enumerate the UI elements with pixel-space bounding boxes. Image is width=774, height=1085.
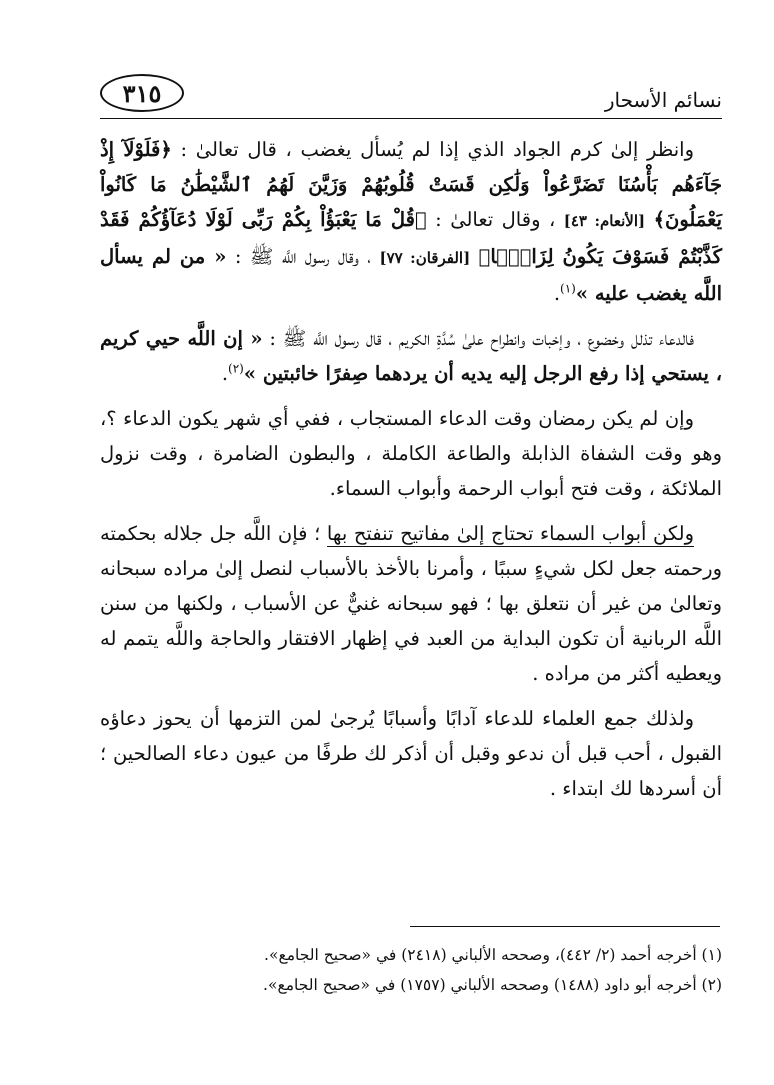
- paragraph-1-middle: ، وقال تعالىٰ :: [435, 208, 556, 231]
- quran-reference-1: [الأنعام: ٤٣]: [563, 212, 646, 230]
- quran-verse-1: ﴿فَلَوْلَآ إِذْ جَآءَهُم بَأْسُنَا تَضَرَّعُواْ وَلَٰكِن قَسَتْ قُلُوبُهُمْ وَزَيَّنَ لَهُمُ ٱلشَّيْطَٰنُ مَا كَانُواْ يَعْمَلُونَ﴾: [100, 138, 722, 231]
- footnote-2: (٢) أخرجه أبو داود (١٤٨٨) وصححه الألباني (١٧٥٧) في «صحيح الجامع».: [263, 976, 722, 994]
- paragraph-1-intro: وانظر إلىٰ كرم الجواد الذي إذا لم يُسأل يغضب ، قال تعالىٰ :: [180, 138, 694, 161]
- paragraph-1: [100, 132, 722, 311]
- body-text: [100, 132, 722, 816]
- paragraph-3: وإن لم يكن رمضان وقت الدعاء المستجاب ، ففي أي شهر يكون الدعاء ؟، وهو وقت الشفاة الذابلة والطاعة الكاملة ، والبطون الضامرة ، وقت نزول الملائكة ، وقت فتح أبواب الرحمة وأبواب السماء.: [100, 407, 722, 500]
- paragraph-2: [100, 321, 722, 391]
- underlined-phrase: ولكن أبواب السماء تحتاج إلىٰ مفاتيح تنفتح بها: [326, 522, 694, 545]
- hadith-1: « من لم يسأل اللَّه يغضب عليه »: [100, 245, 722, 305]
- running-header: [100, 70, 722, 122]
- quran-reference-2: [الفرقان: ٧٧]: [379, 249, 471, 267]
- footnote-1: (١) أخرجه أحمد (٢/ ٤٤٢)، وصححه الألباني (٢٤١٨) في «صحيح الجامع».: [264, 946, 722, 964]
- footnote-marker-1: (١): [560, 281, 576, 296]
- header-rule: [100, 118, 722, 119]
- paragraph-1-prophet-intro: ، وقال رسول اللَّه ﷺ :: [234, 245, 372, 268]
- footnote-marker-2: (٢): [228, 361, 244, 376]
- hadith-2: « إن اللَّه حيي كريم ، يستحي إذا رفع الرجل إليه يديه أن يردهما صِفرًا خائبتين »: [100, 327, 722, 385]
- paragraph-2-intro: فالدعاء تذلل وخضوع ، وإخبات وانطراح علىٰ سُدَّةِ الكريم ، قال رسول اللَّه ﷺ :: [269, 327, 694, 350]
- page-number: ٣١٥: [100, 74, 184, 112]
- book-title: نسائم الأسحار: [604, 88, 722, 112]
- footnotes: [100, 940, 722, 1000]
- footnote-rule: [410, 926, 720, 927]
- quran-verse-2: ﴿قُلْ مَا يَعْبَؤُاْ بِكُمْ رَبِّى لَوْلَا دُعَآؤُكُمْ فَقَدْ كَذَّبْتُمْ فَسَوْفَ يَكُونُ لِزَامًۢا﴾: [100, 208, 723, 268]
- paragraph-5: ولذلك جمع العلماء للدعاء آدابًا وأسبابًا يُرجىٰ لمن التزمها أن يحوز دعاؤه القبول ، أحب قبل أن ندعو وقبل أن أذكر لك طرفًا من عيون دعاء الصالحين ؛ أن أسردها لك ابتداء .: [100, 707, 722, 800]
- paragraph-4: [100, 516, 722, 691]
- paragraph-1-end: .: [553, 282, 561, 305]
- paragraph-4-rest: ؛ فإن اللَّه جل جلاله بحكمته ورحمته جعل لكل شيءٍ سببًا ، وأمرنا بالأخذ بالأسباب لنصل إلىٰ مراده سبحانه وتعالىٰ من غير أن نتعلق بها ؛ فهو سبحانه غنيٌّ عن الأسباب ، ولكنها من سنن اللَّه الربانية أن تكون البداية من العبد في إظهار الافتقار والحاجة واللَّه يتمم له ويعطيه أكثر من مراده .: [100, 522, 722, 685]
- paragraph-2-end: .: [221, 362, 229, 385]
